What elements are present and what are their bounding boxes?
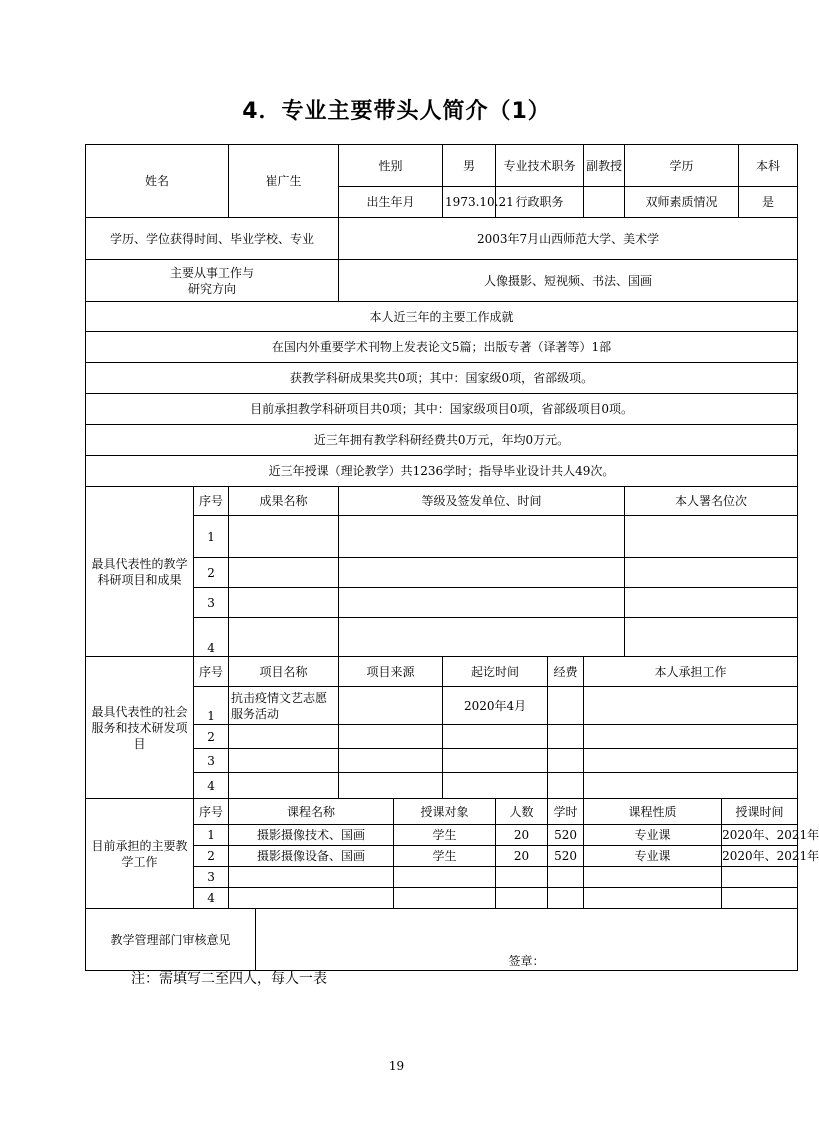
col-header-achievement-name: 成果名称 (229, 487, 339, 516)
project-source-cell (339, 749, 443, 773)
level-issuer-cell (339, 558, 625, 588)
gender-label: 性别 (339, 145, 443, 187)
audience-cell (394, 888, 496, 909)
row-no: 2 (194, 558, 229, 588)
achievement-line: 目前承担教学科研项目共0项；其中：国家级项目0项，省部级项目0项。 (86, 394, 798, 425)
name-label: 姓名 (86, 145, 229, 218)
sign-label: 签章： (508, 954, 545, 968)
teaching-time-cell: 2020年、2021年 (722, 846, 798, 867)
review-sign-area (256, 909, 798, 971)
col-header-count: 人数 (496, 799, 548, 825)
degree-value: 2003年7月山西师范大学、美术学 (339, 218, 798, 260)
page-number: 19 (388, 1059, 405, 1073)
period-cell (443, 773, 548, 799)
course-name-cell (229, 888, 394, 909)
review-label: 教学管理部门审核意见 (86, 909, 256, 971)
count-cell (496, 888, 548, 909)
course-name-cell: 摄影摄像技术、国画 (229, 825, 394, 846)
col-header-course-type: 课程性质 (584, 799, 722, 825)
level-issuer-cell (339, 588, 625, 618)
teaching-time-cell: 2020年、2021年 (722, 825, 798, 846)
project-source-cell (339, 687, 443, 725)
teaching-research-label: 最具代表性的教学科研项目和成果 (86, 487, 194, 657)
count-cell: 20 (496, 846, 548, 867)
dual-quality-label: 双师素质情况 (625, 187, 739, 218)
col-header-hours: 学时 (548, 799, 584, 825)
hours-cell (548, 888, 584, 909)
row-no: 1 (194, 687, 229, 725)
author-rank-cell (625, 516, 798, 558)
role-cell (584, 749, 798, 773)
name-value: 崔广生 (229, 145, 339, 218)
project-name-cell (229, 749, 339, 773)
education-label: 学历 (625, 145, 739, 187)
funding-cell (548, 687, 584, 725)
row-no: 3 (194, 867, 229, 888)
admin-post-label: 行政职务 (496, 187, 584, 218)
period-cell: 2020年4月 (443, 687, 548, 725)
funding-cell (548, 725, 584, 749)
row-no: 3 (194, 588, 229, 618)
achievement-name-cell (229, 516, 339, 558)
col-header-project-name: 项目名称 (229, 657, 339, 687)
level-issuer-cell (339, 618, 625, 657)
project-name-cell (229, 725, 339, 749)
course-type-cell (584, 867, 722, 888)
row-no: 4 (194, 888, 229, 909)
count-cell (496, 867, 548, 888)
row-no: 4 (194, 773, 229, 799)
role-cell (584, 687, 798, 725)
project-name-cell (229, 773, 339, 799)
row-no: 2 (194, 846, 229, 867)
col-header-level-issuer: 等级及签发单位、时间 (339, 487, 625, 516)
row-no: 1 (194, 516, 229, 558)
hours-cell: 520 (548, 846, 584, 867)
teaching-time-cell (722, 888, 798, 909)
col-header-author-rank: 本人署名位次 (625, 487, 798, 516)
col-header-audience: 授课对象 (394, 799, 496, 825)
count-cell: 20 (496, 825, 548, 846)
job-title-label: 专业技术职务 (496, 145, 584, 187)
level-issuer-cell (339, 516, 625, 558)
row-no: 4 (194, 618, 229, 657)
course-name-cell (229, 867, 394, 888)
achievement-line: 获教学科研成果奖共0项；其中：国家级0项，省部级项。 (86, 363, 798, 394)
col-header-no: 序号 (194, 657, 229, 687)
period-cell (443, 725, 548, 749)
audience-cell: 学生 (394, 825, 496, 846)
admin-post-value (584, 187, 625, 218)
col-header-course-name: 课程名称 (229, 799, 394, 825)
achievement-line: 在国内外重要学术刊物上发表论文5篇；出版专著（译著等）1部 (86, 332, 798, 363)
achievement-line: 近三年拥有教学科研经费共0万元，年均0万元。 (86, 425, 798, 456)
role-cell (584, 725, 798, 749)
job-title-value: 副教授 (584, 145, 625, 187)
leader-profile-table (85, 144, 819, 971)
col-header-no: 序号 (194, 799, 229, 825)
funding-cell (548, 749, 584, 773)
achievements-heading: 本人近三年的主要工作成就 (86, 302, 798, 332)
author-rank-cell (625, 618, 798, 657)
direction-value: 人像摄影、短视频、书法、国画 (339, 260, 798, 302)
social-service-label: 最具代表性的社会服务和技术研发项目 (86, 657, 194, 799)
col-header-project-source: 项目来源 (339, 657, 443, 687)
author-rank-cell (625, 558, 798, 588)
birth-label: 出生年月 (339, 187, 443, 218)
col-header-funding: 经费 (548, 657, 584, 687)
role-cell (584, 773, 798, 799)
col-header-no: 序号 (194, 487, 229, 516)
project-source-cell (339, 725, 443, 749)
dual-quality-value: 是 (739, 187, 798, 218)
audience-cell (394, 867, 496, 888)
row-no: 2 (194, 725, 229, 749)
funding-cell (548, 773, 584, 799)
hours-cell: 520 (548, 825, 584, 846)
project-name-cell: 抗击疫情文艺志愿服务活动 (229, 687, 339, 725)
education-value: 本科 (739, 145, 798, 187)
audience-cell: 学生 (394, 846, 496, 867)
achievement-name-cell (229, 558, 339, 588)
direction-label: 主要从事工作与 研究方向 (86, 260, 339, 302)
author-rank-cell (625, 588, 798, 618)
achievement-name-cell (229, 618, 339, 657)
course-name-cell: 摄影摄像设备、国画 (229, 846, 394, 867)
course-type-cell (584, 888, 722, 909)
degree-label: 学历、学位获得时间、毕业学校、专业 (86, 218, 339, 260)
row-no: 1 (194, 825, 229, 846)
gender-value: 男 (443, 145, 496, 187)
achievement-name-cell (229, 588, 339, 618)
row-no: 3 (194, 749, 229, 773)
period-cell (443, 749, 548, 773)
project-source-cell (339, 773, 443, 799)
page-title: 4．专业主要带头人简介（1） (242, 99, 551, 124)
birth-value: 1973.10.21 (443, 187, 496, 218)
col-header-period: 起讫时间 (443, 657, 548, 687)
hours-cell (548, 867, 584, 888)
footnote: 注：需填写二至四人，每人一表 (131, 971, 327, 987)
courses-label: 目前承担的主要教学工作 (86, 799, 194, 909)
col-header-teaching-time: 授课时间 (722, 799, 798, 825)
course-type-cell: 专业课 (584, 846, 722, 867)
teaching-time-cell (722, 867, 798, 888)
col-header-role: 本人承担工作 (584, 657, 798, 687)
course-type-cell: 专业课 (584, 825, 722, 846)
achievement-line: 近三年授课（理论教学）共1236学时；指导毕业设计共人49次。 (86, 456, 798, 487)
